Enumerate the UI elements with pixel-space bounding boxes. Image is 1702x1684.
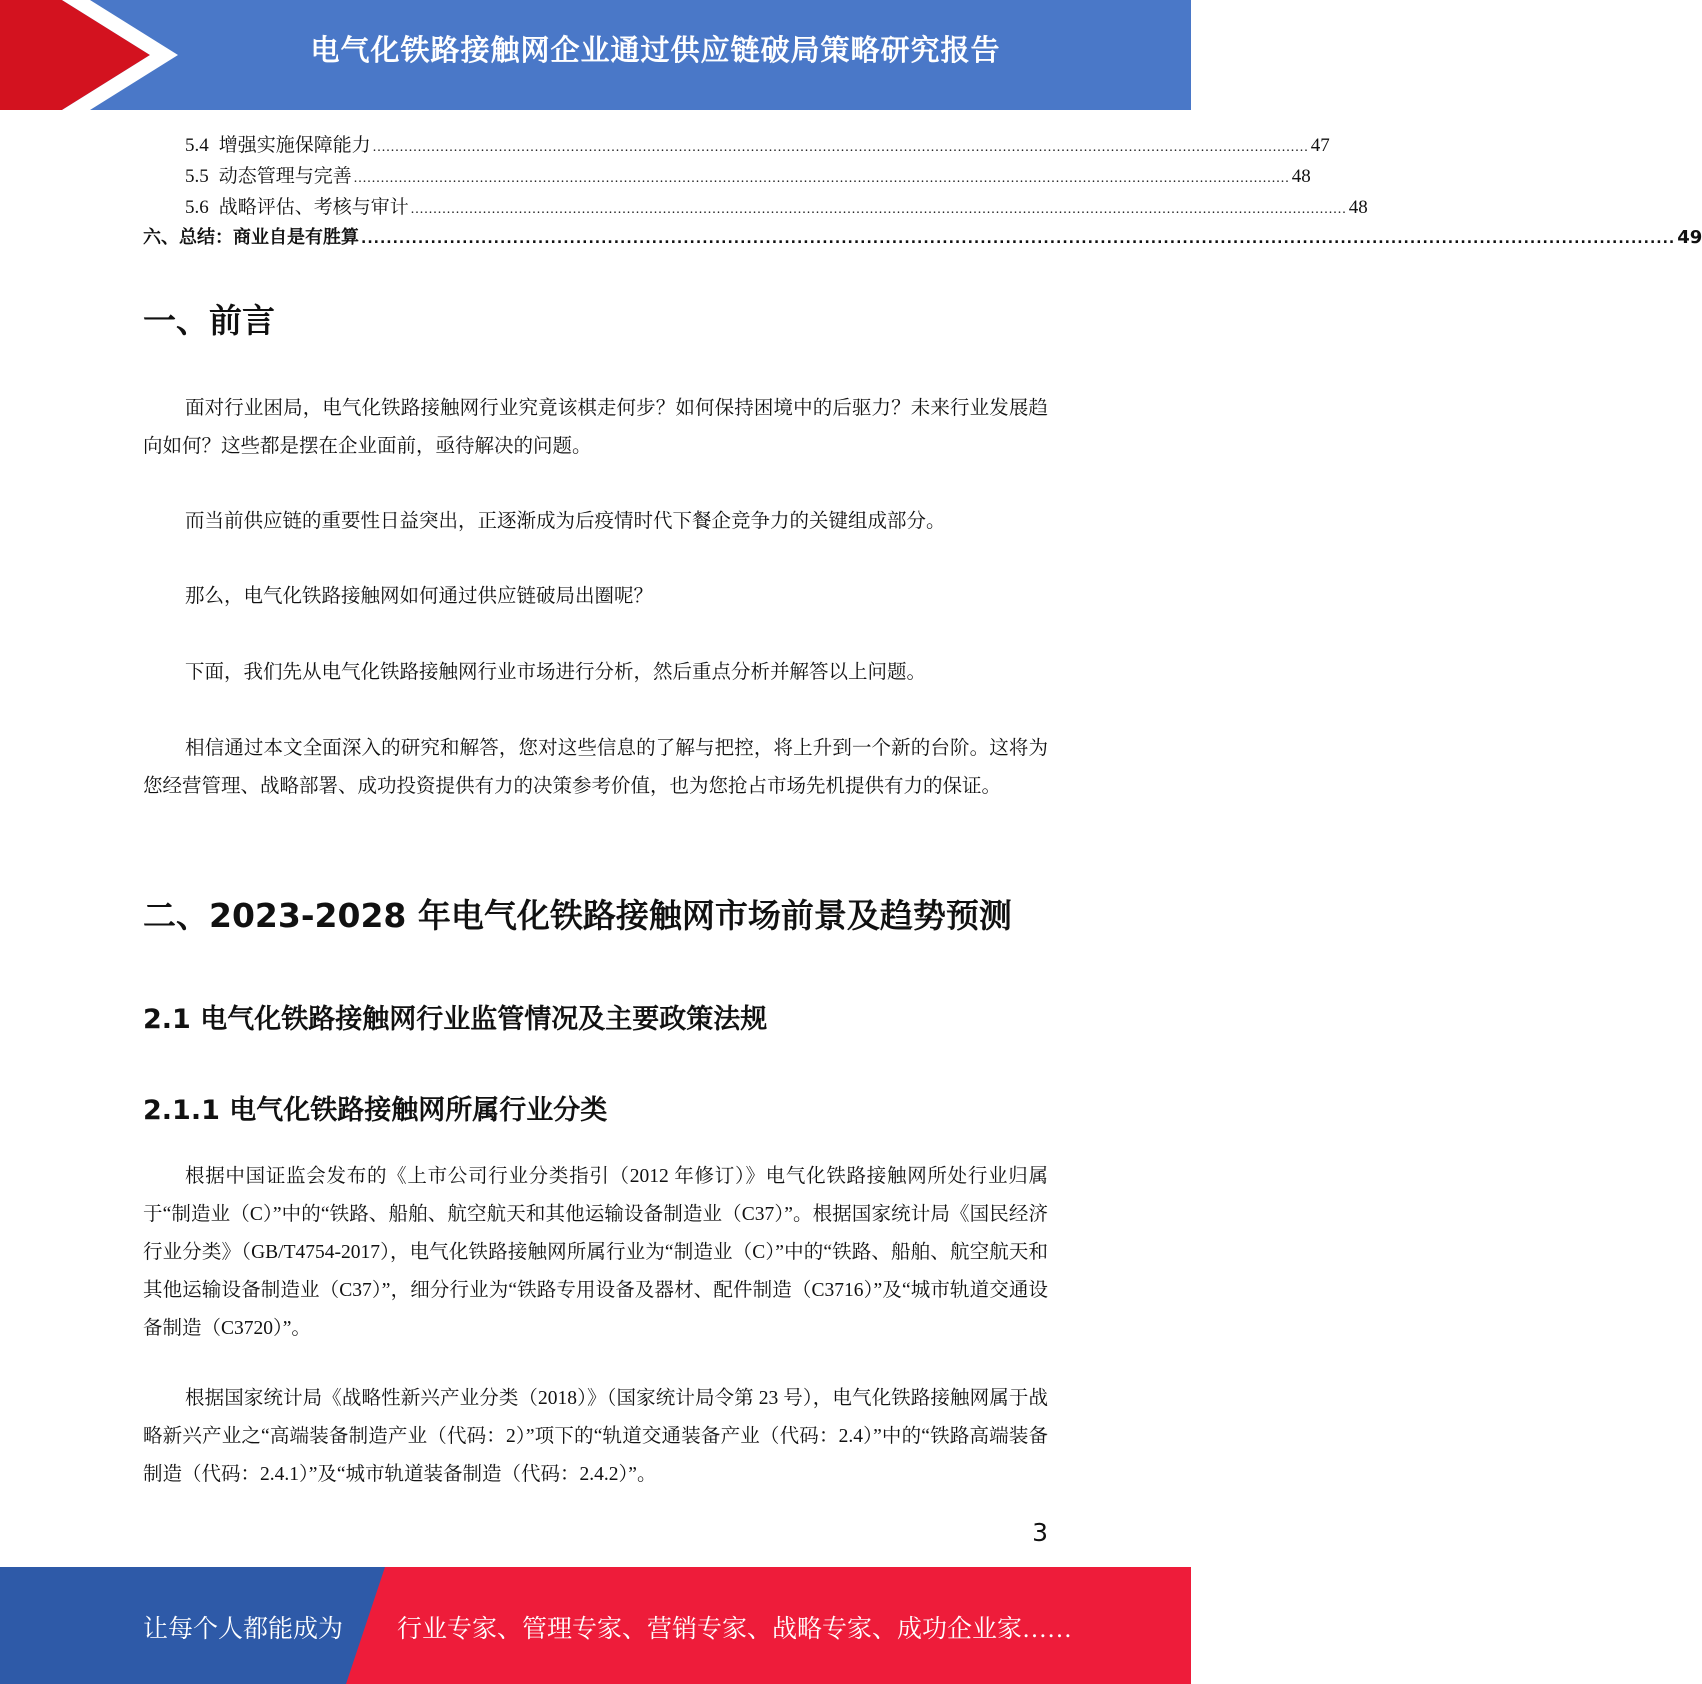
- footer-slogan-right: 行业专家、管理专家、营销专家、战略专家、成功企业家……: [397, 1616, 1073, 1643]
- section-heading: 一、前言: [143, 301, 275, 340]
- body-paragraph: 下面，我们先从电气化铁路接触网行业市场进行分析，然后重点分析并解答以上问题。: [185, 662, 927, 683]
- section-heading: 二、2023-2028 年电气化铁路接触网市场前景及趋势预测: [143, 896, 1012, 935]
- toc-entry-label: 动态管理与完善: [218, 166, 352, 187]
- table-of-contents: [143, 130, 1702, 254]
- report-title: 电气化铁路接触网企业通过供应链破局策略研究报告: [310, 33, 1001, 67]
- toc-entry-page: 48: [1291, 166, 1311, 187]
- toc-entry-number: 5.5: [185, 166, 209, 187]
- body-paragraph: 根据国家统计局《战略性新兴产业分类（2018）》（国家统计局令第 23 号），电气化铁路接触网属于战略新兴产业之“高端装备制造产业（代码：2）”项下的“轨道交通装备产业（代码：2.4）”中的“铁路高端装备制造（代码：2.4.1）”及“城市轨道装备制造（代码：2.4.2）”。: [143, 1388, 1048, 1485]
- toc-entry[interactable]: [143, 223, 1702, 254]
- toc-entry-number: 5.6: [185, 197, 209, 218]
- toc-leader-dots: ................................................................................................................................................................................................................: [361, 231, 1676, 247]
- toc-entry[interactable]: [143, 192, 1368, 223]
- body-paragraph: 相信通过本文全面深入的研究和解答，您对这些信息的了解与把控，将上升到一个新的台阶。这将为您经营管理、战略部署、成功投资提供有力的决策参考价值，也为您抢占市场先机提供有力的保证。: [143, 738, 1048, 797]
- footer-slogan-left: 让每个人都能成为: [143, 1616, 344, 1643]
- body-paragraph: 而当前供应链的重要性日益突出，正逐渐成为后疫情时代下餐企竞争力的关键组成部分。: [185, 511, 946, 532]
- toc-entry-number: 5.4: [185, 135, 209, 156]
- toc-entry-page: 49: [1677, 227, 1702, 248]
- subsubsection-heading: 2.1.1 电气化铁路接触网所属行业分类: [143, 1095, 608, 1126]
- body-paragraph: 那么，电气化铁路接触网如何通过供应链破局出圈呢？: [185, 586, 654, 607]
- toc-leader-dots: ................................................................................................................................................................................................................: [372, 140, 1309, 155]
- toc-entry-label: 六、总结：商业自是有胜算: [143, 227, 359, 248]
- toc-entry-page: 48: [1348, 197, 1368, 218]
- body-paragraph: 面对行业困局，电气化铁路接触网行业究竟该棋走何步？如何保持困境中的后驱力？未来行业发展趋向如何？这些都是摆在企业面前，亟待解决的问题。: [143, 398, 1048, 457]
- toc-leader-dots: ................................................................................................................................................................................................................: [410, 202, 1347, 217]
- toc-entry-label: 战略评估、考核与审计: [218, 197, 409, 218]
- toc-entry[interactable]: [143, 130, 1330, 161]
- subsection-heading: 2.1 电气化铁路接触网行业监管情况及主要政策法规: [143, 1004, 768, 1035]
- toc-leader-dots: ................................................................................................................................................................................................................: [353, 171, 1290, 186]
- page-number: 3: [1032, 1518, 1048, 1547]
- page-footer: [0, 1567, 1191, 1684]
- toc-entry-label: 增强实施保障能力: [218, 135, 371, 156]
- page-header: [0, 0, 1191, 110]
- toc-entry-page: 47: [1310, 135, 1330, 156]
- toc-entry[interactable]: [143, 161, 1311, 192]
- body-paragraph: 根据中国证监会发布的《上市公司行业分类指引（2012 年修订）》电气化铁路接触网所处行业归属于“制造业（C）”中的“铁路、船舶、航空航天和其他运输设备制造业（C37）”。根据国家统计局《国民经济行业分类》（GB/T4754-2017），电气化铁路接触网所属行业为“制造业（C）”中的“铁路、船舶、航空航天和其他运输设备制造业（C37）”，细分行业为“铁路专用设备及器材、配件制造（C3716）”及“城市轨道交通设备制造（C3720）”。: [143, 1166, 1048, 1339]
